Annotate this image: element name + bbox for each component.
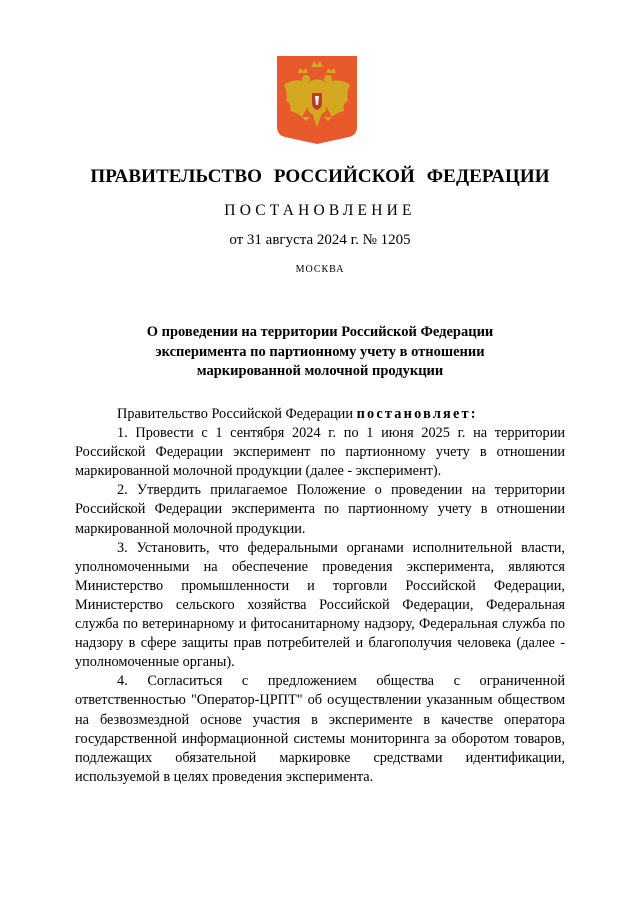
body-paragraph-1: 1. Провести с 1 сентября 2024 г. по 1 июня 2025 г. на территории Российской Федерации эксперимент по партионному учету в отношении маркированной молочной продукции (далее - эксперимент). (75, 425, 565, 480)
decree-word: постановляет: (356, 406, 478, 422)
document-body (75, 405, 565, 787)
document-city: МОСКВА (295, 264, 345, 275)
document-date-number: от 31 августа 2024 г. № 1205 (229, 232, 411, 248)
coat-of-arms-graphic (276, 55, 358, 145)
body-paragraph-2: 2. Утвердить прилагаемое Положение о проведении на территории Российской Федерации эксперимента по партионному учету в отношении маркированной молочной продукции. (75, 482, 565, 537)
subject-line: маркированной молочной продукции (196, 363, 444, 379)
body-paragraph-3: 3. Установить, что федеральными органами исполнительной власти, уполномоченными на обеспечение проведения эксперимента, являются Министерство промышленности и торговли Российской Федерации, Министерство сельского хозяйства Российской Федерации, Федеральная служба по ветеринарному и фитосанитарному надзору, Федеральная служба по надзору в сфере защиты прав потребителей и благополучия человека (далее - уполномоченные органы). (75, 539, 565, 671)
document-type: ПОСТАНОВЛЕНИЕ (224, 202, 416, 219)
preamble-text: Правительство Российской Федерации (117, 406, 353, 422)
coat-of-arms-icon (276, 55, 358, 145)
document-subject (110, 323, 530, 382)
government-title: ПРАВИТЕЛЬСТВО РОССИЙСКОЙ ФЕДЕРАЦИИ (90, 166, 550, 187)
preamble-paragraph (75, 405, 565, 424)
subject-line: эксперимента по партионному учету в отношении (155, 343, 485, 360)
body-paragraph-4: 4. Согласиться с предложением общества с ограниченной ответственностью "Оператор-ЦРПТ" об осуществлении указанным обществом на безвозмездной основе участия в эксперименте в качестве оператора государственной информационной системы мониторинга за оборотом товаров, подлежащих обязательной маркировке средствами идентификации, используемой в целях проведения эксперимента. (75, 673, 565, 785)
subject-line: О проведении на территории Российской Федерации (146, 324, 494, 340)
